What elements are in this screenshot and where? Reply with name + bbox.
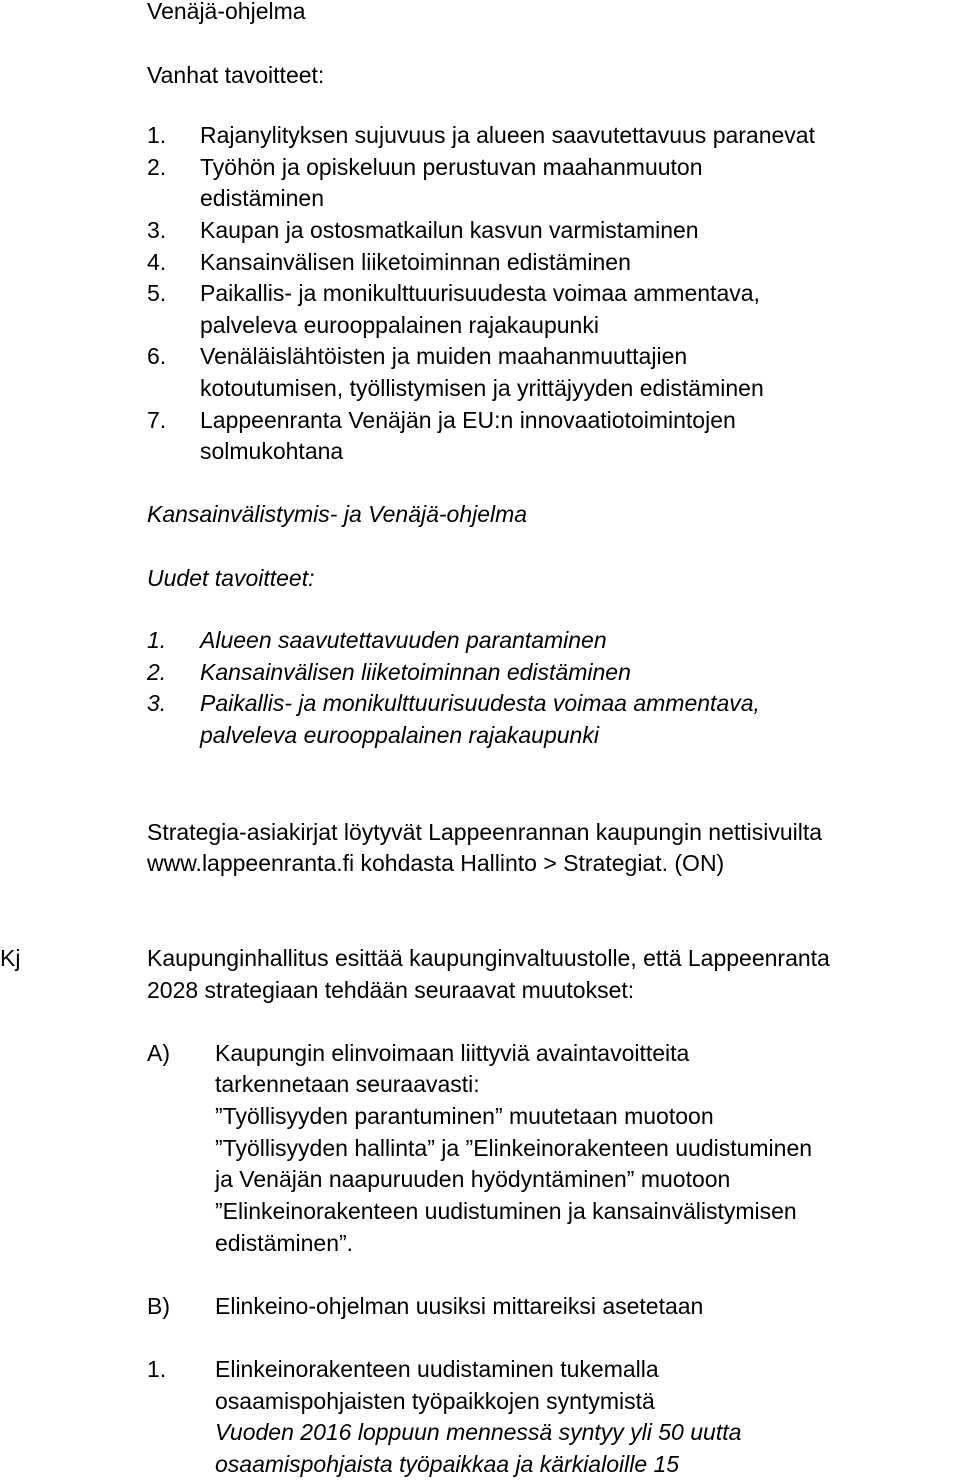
item-text: edistäminen”. <box>215 1230 354 1256</box>
item-text: ja Venäjän naapuruuden hyödyntäminen” muotoon <box>215 1166 731 1192</box>
list-item-text: Venäläislähtöisten ja muiden maahanmuuttajien <box>200 343 688 369</box>
subheading-old-goals: Vanhat tavoitteet: <box>147 62 325 88</box>
measure-target-text: Vuoden 2016 loppuun mennessä syntyy yli 50 uutta <box>215 1419 742 1445</box>
list-item-text: Paikallis- ja monikulttuurisuudesta voimaa ammentava, <box>200 690 760 716</box>
list-item-text: Rajanylityksen sujuvuus ja alueen saavutettavuus paranevat <box>200 122 815 148</box>
measure-text: osaamispohjaisten työpaikkojen syntymistä <box>215 1388 655 1414</box>
measure-number: 1. <box>147 1356 167 1382</box>
list-item-text: edistäminen <box>200 185 325 211</box>
item-text: ”Työllisyyden hallinta” ja ”Elinkeinorakenteen uudistuminen <box>215 1135 813 1161</box>
list-item-text: Lappeenranta Venäjän ja EU:n innovaatiotoimintojen <box>200 407 736 433</box>
note-text: Strategia-asiakirjat löytyvät Lappeenrannan kaupungin nettisivuilta <box>147 819 823 845</box>
item-label: A) <box>147 1040 170 1066</box>
section-heading-new: Kansainvälistymis- ja Venäjä-ohjelma <box>147 501 528 527</box>
note-text: www.lappeenranta.fi kohdasta Hallinto > Strategiat. (ON) <box>147 850 725 876</box>
proposal-text: 2028 strategiaan tehdään seuraavat muutokset: <box>147 977 635 1003</box>
proposal-label: Kj <box>0 945 21 971</box>
item-text: ”Työllisyyden parantuminen” muutetaan muotoon <box>215 1103 714 1129</box>
item-text: Kaupungin elinvoimaan liittyviä avaintavoitteita <box>215 1040 690 1066</box>
section-heading-old: Venäjä-ohjelma <box>147 0 306 24</box>
list-item-number: 7. <box>147 407 167 433</box>
list-item-number: 2. <box>147 659 167 685</box>
list-item-number: 2. <box>147 154 167 180</box>
list-item-number: 1. <box>147 122 167 148</box>
list-item-text: palveleva eurooppalainen rajakaupunki <box>200 312 599 338</box>
list-item-text: Kaupan ja ostosmatkailun kasvun varmistaminen <box>200 217 699 243</box>
list-item-text: Kansainvälisen liiketoiminnan edistäminen <box>200 249 631 275</box>
item-label: B) <box>147 1293 170 1319</box>
proposal-text: Kaupunginhallitus esittää kaupunginvaltuustolle, että Lappeenranta <box>147 945 830 971</box>
list-item-text: Paikallis- ja monikulttuurisuudesta voimaa ammentava, <box>200 280 760 306</box>
list-item-text: Kansainvälisen liiketoiminnan edistäminen <box>200 659 631 685</box>
list-item-number: 5. <box>147 280 167 306</box>
item-text: Elinkeino-ohjelman uusiksi mittareiksi asetetaan <box>215 1293 704 1319</box>
item-text: tarkennetaan seuraavasti: <box>215 1071 480 1097</box>
list-item-number: 6. <box>147 343 167 369</box>
list-item-number: 3. <box>147 217 167 243</box>
list-item-text: Alueen saavutettavuuden parantaminen <box>200 627 607 653</box>
subheading-new-goals: Uudet tavoitteet: <box>147 565 315 591</box>
item-text: ”Elinkeinorakenteen uudistuminen ja kansainvälistymisen <box>215 1198 797 1224</box>
list-item-text: palveleva eurooppalainen rajakaupunki <box>200 722 599 748</box>
list-item-number: 1. <box>147 627 167 653</box>
measure-text: Elinkeinorakenteen uudistaminen tukemalla <box>215 1356 659 1382</box>
list-item-text: kotoutumisen, työllistymisen ja yrittäjyyden edistäminen <box>200 375 764 401</box>
measure-target-text: osaamispohjaista työpaikkaa ja kärkialoille 15 <box>215 1451 680 1477</box>
list-item-number: 4. <box>147 249 167 275</box>
list-item-text: solmukohtana <box>200 438 344 464</box>
list-item-number: 3. <box>147 690 167 716</box>
list-item-text: Työhön ja opiskeluun perustuvan maahanmuuton <box>200 154 703 180</box>
